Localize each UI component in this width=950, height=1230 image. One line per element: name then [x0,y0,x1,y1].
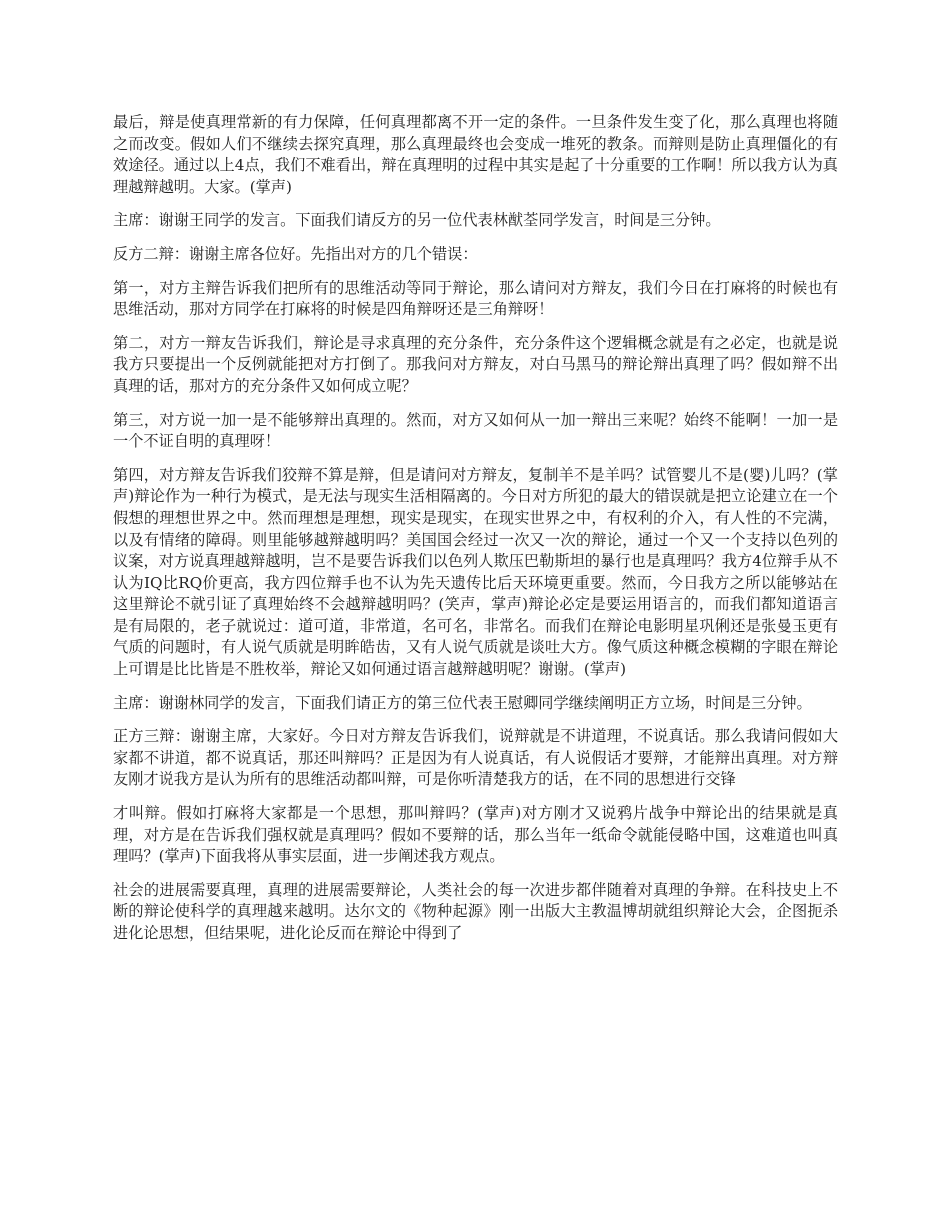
document-body [113,112,838,957]
paragraph: 社会的进展需要真理，真理的进展需要辩论，人类社会的每一次进步都伴随着对真理的争辩。在科技史上不断的辩论使科学的真理越来越明。达尔文的《物种起源》刚一出版大主教温博胡就组织辩论大会，企图扼杀进化论思想，但结果呢，进化论反而在辩论中得到了 [113,880,838,942]
paragraph: 才叫辩。假如打麻将大家都是一个思想，那叫辩吗？(掌声)对方刚才又说鸦片战争中辩论出的结果就是真理，对方是在告诉我们强权就是真理吗？假如不要辩的话，那么当年一纸命令就能侵略中国，这难道也叫真理吗？(掌声)下面我将从事实层面，进一步阐述我方观点。 [113,804,838,866]
paragraph: 第二，对方一辩友告诉我们，辩论是寻求真理的充分条件，充分条件这个逻辑概念就是有之必定，也就是说我方只要提出一个反例就能把对方打倒了。那我问对方辩友，对白马黑马的辩论辩出真理了吗？假如辩不出真理的话，那对方的充分条件又如何成立呢？ [113,333,838,395]
paragraph: 主席：谢谢王同学的发言。下面我们请反方的另一位代表林猷荃同学发言，时间是三分钟。 [113,211,721,230]
paragraph: 第三，对方说一加一是不能够辩出真理的。然而，对方又如何从一加一辩出三来呢？始终不能啊！一加一是一个不证自明的真理呀！ [113,410,838,451]
paragraph: 主席：谢谢林同学的发言，下面我们请正方的第三位代表王慰卿同学继续阐明正方立场，时间是三分钟。 [113,693,812,712]
paragraph: 正方三辩：谢谢主席，大家好。今日对方辩友告诉我们，说辩就是不讲道理，不说真话。那么我请问假如大家都不讲道，都不说真话，那还叫辩吗？正是因为有人说真话，有人说假话才要辩，才能辩出真理。对方辩友刚才说我方是认为所有的思维活动都叫辩，可是你听清楚我方的话，在不同的思想进行交锋 [113,727,838,789]
paragraph: 最后，辩是使真理常新的有力保障，任何真理都离不开一定的条件。一旦条件发生变了化，那么真理也将随之而改变。假如人们不继续去探究真理，那么真理最终也会变成一堆死的教条。而辩则是防止真理僵化的有效途径。通过以上4点，我们不难看出，辩在真理明的过程中其实是起了十分重要的工作啊！所以我方认为真理越辩越明。大家。(掌声) [113,113,838,196]
paragraph: 反方二辩：谢谢主席各位好。先指出对方的几个错误： [113,244,478,263]
paragraph: 第四，对方辩友告诉我们狡辩不算是辩，但是请问对方辩友，复制羊不是羊吗？试管婴儿不是(婴)儿吗？(掌声)辩论作为一种行为模式，是无法与现实生活相隔离的。今日对方所犯的最大的错误就是把立论建立在一个假想的理想世界之中。然而理想是理想，现实是现实，在现实世界之中，有权利的介入，有人性的不完满，以及有情绪的障碍。则里能够越辩越明吗？美国国会经过一次又一次的辩论，通过一个又一个支持以色列的议案，对方说真理越辩越明，岂不是要告诉我们以色列人欺压巴勒斯坦的暴行也是真理吗？我方4位辩手从不认为IQ比RQ价更高，我方四位辩手也不认为先天遗传比后天环境更重要。然而，今日我方之所以能够站在这里辩论不就引证了真理始终不会越辩越明吗？(笑声，掌声)辩论必定是要运用语言的，而我们都知道语言是有局限的，老子就说过：道可道，非常道，名可名，非常名。而我们在辩论电影明星巩俐还是张曼玉更有气质的问题时，有人说气质就是明眸皓齿，又有人说气质就是谈吐大方。像气质这种概念模糊的字眼在辩论上可谓是比比皆是不胜枚举，辩论又如何通过语言越辩越明呢？谢谢。(掌声) [113,465,838,679]
paragraph: 第一，对方主辩告诉我们把所有的思维活动等同于辩论，那么请问对方辩友，我们今日在打麻将的时候也有思维活动，那对方同学在打麻将的时候是四角辩呀还是三角辩呀！ [113,278,838,319]
